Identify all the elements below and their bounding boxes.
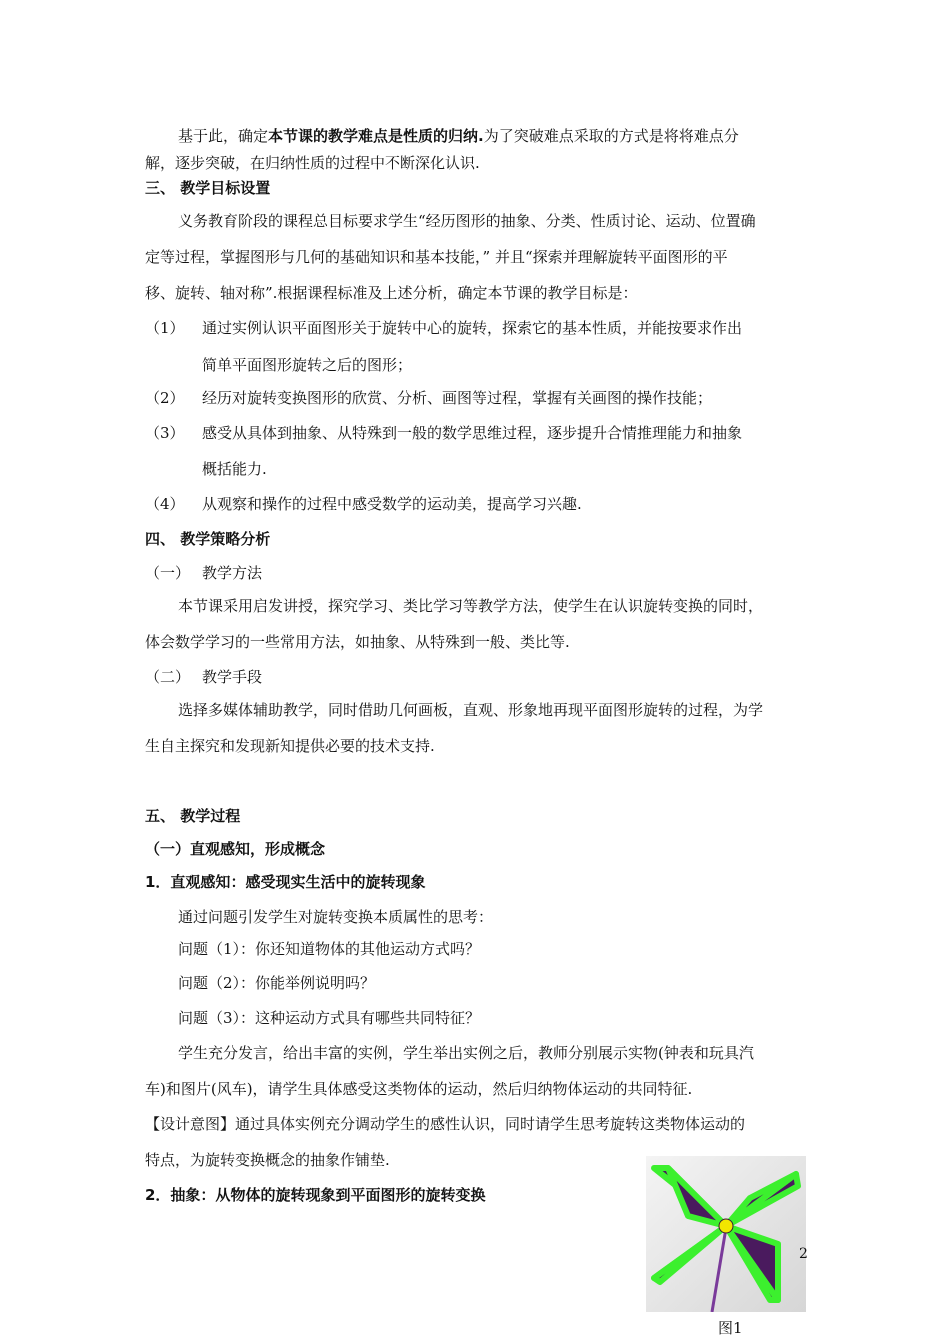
goal-number: （1） <box>145 319 185 337</box>
key-point-bold: 本节课的教学难点是性质的归纳. <box>268 127 484 145</box>
subsection-number: （一） <box>145 564 191 582</box>
paragraph-line: 选择多媒体辅助教学，同时借助几何画板，直观、形象地再现平面图形旋转的过程，为学 <box>178 701 764 719</box>
question-line: 问题（2）：你能举例说明吗？ <box>178 974 376 992</box>
goal-number: （3） <box>145 424 185 442</box>
pinwheel-figure <box>646 1156 806 1312</box>
step-heading: 1．直观感知：感受现实生活中的旋转现象 <box>145 873 426 891</box>
paragraph-line: 学生充分发言，给出丰富的实例，学生举出实例之后，教师分别展示实物(钟表和玩具汽 <box>178 1044 754 1062</box>
question-line: 问题（1）：你还知道物体的其他运动方式吗？ <box>178 940 481 958</box>
subsection-number: （二） <box>145 668 191 686</box>
paragraph-line: 义务教育阶段的课程总目标要求学生“经历图形的抽象、分类、性质讨论、运动、位置确 <box>178 212 756 230</box>
section-heading: 五、 教学过程 <box>145 807 241 825</box>
section-heading: 四、 教学策略分析 <box>145 530 271 548</box>
figure-caption: 图1 <box>718 1319 743 1337</box>
goal-number: （2） <box>145 389 185 407</box>
goal-text: 感受从具体到抽象、从特殊到一般的数学思维过程，逐步提升合情推理能力和抽象 <box>202 424 743 442</box>
paragraph-line: 生自主探究和发现新知提供必要的技术支持. <box>145 737 435 755</box>
paragraph-line: 移、旋转、轴对称”.根据课程标准及上述分析，确定本节课的教学目标是： <box>145 284 638 302</box>
question-line: 问题（3）：这种运动方式具有哪些共同特征？ <box>178 1009 481 1027</box>
goal-text: 简单平面图形旋转之后的图形； <box>202 356 413 374</box>
paragraph-line: 解，逐步突破，在归纳性质的过程中不断深化认识. <box>145 154 480 172</box>
step-heading: 2．抽象：从物体的旋转现象到平面图形的旋转变换 <box>145 1186 486 1204</box>
paragraph-line: 车)和图片(风车)，请学生具体感受这类物体的运动，然后归纳物体运动的共同特征. <box>145 1080 693 1098</box>
paragraph-line: 基于此，确定本节课的教学难点是性质的归纳.为了突破难点采取的方式是将将难点分 <box>178 127 739 145</box>
page-number: 2 <box>799 1246 808 1262</box>
goal-text: 经历对旋转变换图形的欣赏、分析、画图等过程，掌握有关画图的操作技能； <box>202 389 713 407</box>
paragraph-line: 通过问题引发学生对旋转变换本质属性的思考： <box>178 908 494 926</box>
goal-text: 从观察和操作的过程中感受数学的运动美，提高学习兴趣. <box>202 495 582 513</box>
design-intent-line: 【设计意图】通过具体实例充分调动学生的感性认识，同时请学生思考旋转这类物体运动的 <box>145 1115 746 1133</box>
subsection-title: 教学方法 <box>202 564 263 582</box>
paragraph-line: 体会数学学习的一些常用方法，如抽象、从特殊到一般、类比等. <box>145 633 570 651</box>
pinwheel-icon <box>646 1156 806 1312</box>
part-heading: （一）直观感知，形成概念 <box>145 840 326 858</box>
section-heading: 三、 教学目标设置 <box>145 179 271 197</box>
paragraph-line: 定等过程，掌握图形与几何的基础知识和基本技能，” 并且“探索并理解旋转平面图形的平 <box>145 248 728 266</box>
goal-text: 概括能力. <box>202 460 267 478</box>
subsection-title: 教学手段 <box>202 668 263 686</box>
goal-number: （4） <box>145 495 185 513</box>
goal-text: 通过实例认识平面图形关于旋转中心的旋转，探索它的基本性质，并能按要求作出 <box>202 319 743 337</box>
paragraph-line: 特点，为旋转变换概念的抽象作铺垫. <box>145 1151 390 1169</box>
paragraph-line: 本节课采用启发讲授，探究学习、类比学习等教学方法，使学生在认识旋转变换的同时， <box>178 597 764 615</box>
